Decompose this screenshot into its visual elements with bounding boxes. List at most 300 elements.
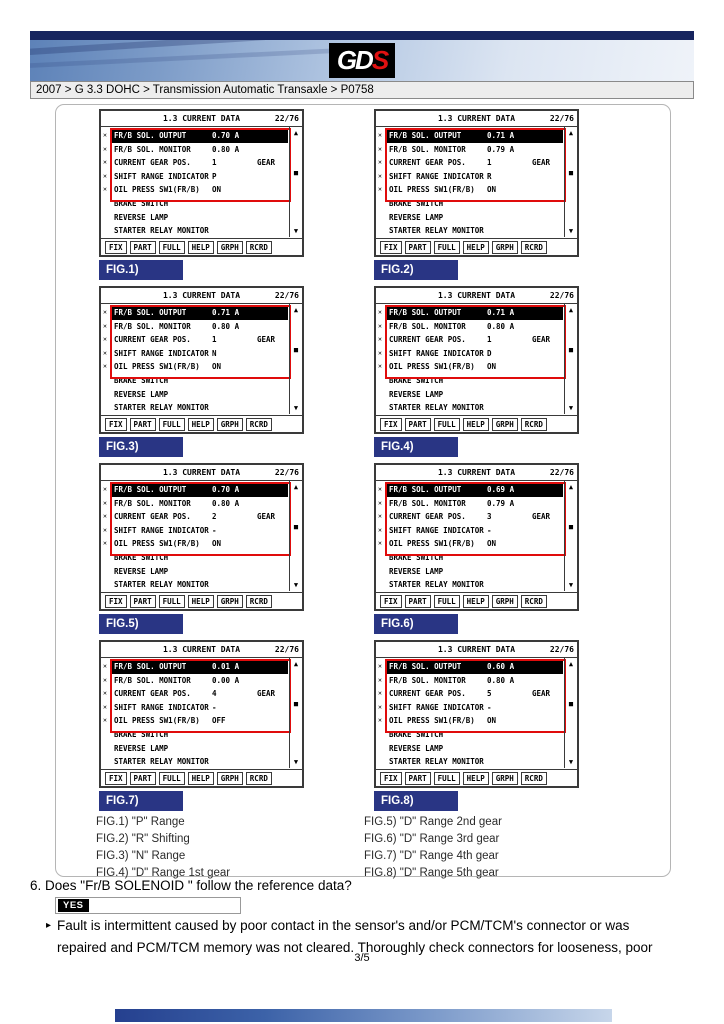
param-value: 1 <box>487 158 492 168</box>
rcrd-button[interactable]: RCRD <box>521 418 547 431</box>
param-list <box>376 127 577 237</box>
cross-marker-icon: ✕ <box>378 702 382 711</box>
data-screen-figure <box>374 640 579 813</box>
help-button[interactable]: HELP <box>463 418 489 431</box>
item-counter: 22/76 <box>549 468 574 477</box>
param-unit: GEAR <box>532 158 551 168</box>
grph-button[interactable]: GRPH <box>492 595 518 608</box>
scroll-down-icon[interactable]: ▼ <box>293 404 299 412</box>
param-label: SHIFT RANGE INDICATOR <box>389 348 484 358</box>
param-row <box>103 483 288 497</box>
cross-marker-icon: ✕ <box>378 539 382 548</box>
param-row <box>378 510 563 524</box>
figure-label: FIG.3) <box>99 437 183 457</box>
scroll-down-icon[interactable]: ▼ <box>568 581 574 589</box>
part-button[interactable]: PART <box>130 772 156 785</box>
yes-button[interactable]: YES <box>58 899 89 912</box>
param-row <box>387 374 563 388</box>
figure-caption: FIG.7) "D" Range 4th gear <box>364 850 499 862</box>
param-row <box>103 129 288 143</box>
scroll-up-icon[interactable]: ▲ <box>568 483 574 491</box>
current-data-screen <box>99 286 304 434</box>
param-row <box>387 755 563 768</box>
param-value: ON <box>212 185 222 195</box>
figure-label: FIG.2) <box>374 260 458 280</box>
param-label: CURRENT GEAR POS. <box>114 512 191 522</box>
param-unit: GEAR <box>257 158 276 168</box>
screen-title: 1.3 CURRENT DATA <box>437 645 516 654</box>
part-button[interactable]: PART <box>405 418 431 431</box>
grph-button[interactable]: GRPH <box>217 772 243 785</box>
grph-button[interactable]: GRPH <box>217 595 243 608</box>
param-label: STARTER RELAY MONITOR <box>389 403 484 413</box>
item-counter: 22/76 <box>274 468 299 477</box>
cross-marker-icon: ✕ <box>378 525 382 534</box>
figure-label: FIG.1) <box>99 260 183 280</box>
screen-titlebar <box>101 465 302 481</box>
cross-marker-icon: ✕ <box>103 308 107 316</box>
param-label: REVERSE LAMP <box>114 566 169 576</box>
param-label: FR/B SOL. OUTPUT <box>114 662 187 671</box>
help-button[interactable]: HELP <box>463 595 489 608</box>
figure-caption: FIG.6) "D" Range 3rd gear <box>364 833 500 845</box>
param-row <box>112 197 288 211</box>
param-value: 0.70 A <box>212 485 240 494</box>
cross-marker-icon: ✕ <box>103 498 107 507</box>
cross-marker-icon: ✕ <box>378 144 382 153</box>
param-row <box>103 714 288 728</box>
param-label: FR/B SOL. MONITOR <box>389 144 466 154</box>
param-list <box>101 481 302 591</box>
param-value: P <box>212 171 217 181</box>
cross-marker-icon: ✕ <box>103 689 107 698</box>
help-button[interactable]: HELP <box>188 595 214 608</box>
param-value: 0.70 A <box>212 131 240 140</box>
screen-titlebar <box>376 642 577 658</box>
cross-marker-icon: ✕ <box>378 498 382 507</box>
full-button[interactable]: FULL <box>159 772 185 785</box>
current-data-screen <box>99 109 304 257</box>
param-label: REVERSE LAMP <box>389 389 444 399</box>
current-data-screen <box>374 463 579 611</box>
screen-titlebar <box>376 465 577 481</box>
cross-marker-icon: ✕ <box>103 675 107 684</box>
full-button[interactable]: FULL <box>159 241 185 254</box>
item-counter: 22/76 <box>274 645 299 654</box>
full-button[interactable]: FULL <box>434 772 460 785</box>
param-label: STARTER RELAY MONITOR <box>389 757 484 767</box>
param-row <box>103 156 288 170</box>
data-screen-figure <box>374 286 579 459</box>
param-row <box>378 129 563 143</box>
part-button[interactable]: PART <box>405 772 431 785</box>
figure-label: FIG.8) <box>374 791 458 811</box>
scroll-down-icon[interactable]: ▼ <box>293 581 299 589</box>
cross-marker-icon: ✕ <box>103 539 107 548</box>
screen-buttons <box>376 592 577 609</box>
scroll-down-icon[interactable]: ▼ <box>293 758 299 766</box>
rcrd-button[interactable]: RCRD <box>246 418 272 431</box>
param-row <box>387 211 563 225</box>
param-row <box>378 360 563 374</box>
screen-titlebar <box>101 288 302 304</box>
figure-label: FIG.4) <box>374 437 458 457</box>
scrollbar[interactable] <box>289 481 302 591</box>
param-list <box>376 304 577 414</box>
cross-marker-icon: ✕ <box>103 512 107 521</box>
help-button[interactable]: HELP <box>188 418 214 431</box>
param-value: 1 <box>487 335 492 345</box>
param-row <box>103 306 288 320</box>
scrollbar[interactable] <box>289 658 302 768</box>
scroll-up-icon[interactable]: ▲ <box>293 660 299 668</box>
figure-caption: FIG.5) "D" Range 2nd gear <box>364 816 502 828</box>
header-stripe <box>30 31 694 40</box>
param-label: OIL PRESS SW1(FR/B) <box>389 716 475 726</box>
param-label: SHIFT RANGE INDICATOR <box>389 171 484 181</box>
param-list <box>376 481 577 591</box>
cross-marker-icon: ✕ <box>103 158 107 167</box>
scroll-thumb[interactable]: ■ <box>568 169 574 177</box>
param-label: BRAKE SWITCH <box>114 198 169 208</box>
question-text: 6. Does "Fr/B SOLENOID " follow the reference data? <box>30 878 352 893</box>
param-label: OIL PRESS SW1(FR/B) <box>389 362 475 372</box>
caption-column-left <box>96 814 230 882</box>
param-label: OIL PRESS SW1(FR/B) <box>114 362 200 372</box>
param-value: 0.01 A <box>212 662 240 671</box>
cross-marker-icon: ✕ <box>378 185 382 194</box>
cross-marker-icon: ✕ <box>103 321 107 330</box>
param-label: CURRENT GEAR POS. <box>114 158 191 168</box>
item-counter: 22/76 <box>549 291 574 300</box>
footer-bar <box>115 1009 612 1022</box>
figure-caption: FIG.1) "P" Range <box>96 816 185 828</box>
param-value: - <box>212 702 217 712</box>
scroll-down-icon[interactable]: ▼ <box>568 227 574 235</box>
help-button[interactable]: HELP <box>463 772 489 785</box>
cross-marker-icon: ✕ <box>378 171 382 180</box>
full-button[interactable]: FULL <box>434 418 460 431</box>
param-row <box>103 524 288 538</box>
param-row <box>387 401 563 414</box>
cross-marker-icon: ✕ <box>103 485 107 493</box>
param-row <box>112 401 288 414</box>
param-row <box>378 183 563 197</box>
fix-button[interactable]: FIX <box>380 241 402 254</box>
cross-marker-icon: ✕ <box>103 131 107 139</box>
param-value: 0.69 A <box>487 485 515 494</box>
param-value: 0.80 A <box>212 144 240 154</box>
cross-marker-icon: ✕ <box>103 716 107 725</box>
param-value: 0.71 A <box>212 308 240 317</box>
current-data-screen <box>374 286 579 434</box>
scroll-thumb[interactable]: ■ <box>293 523 299 531</box>
param-label: FR/B SOL. MONITOR <box>114 321 191 331</box>
scroll-down-icon[interactable]: ▼ <box>568 404 574 412</box>
scroll-up-icon[interactable]: ▲ <box>293 306 299 314</box>
part-button[interactable]: PART <box>130 241 156 254</box>
grph-button[interactable]: GRPH <box>492 772 518 785</box>
grph-button[interactable]: GRPH <box>492 418 518 431</box>
cross-marker-icon: ✕ <box>378 662 382 670</box>
param-label: STARTER RELAY MONITOR <box>389 580 484 590</box>
data-screen-figure <box>99 640 304 813</box>
data-screen-figure <box>374 109 579 282</box>
param-list <box>376 658 577 768</box>
param-row <box>378 483 563 497</box>
cross-marker-icon: ✕ <box>103 525 107 534</box>
param-row <box>378 660 563 674</box>
scrollbar[interactable] <box>289 127 302 237</box>
cross-marker-icon: ✕ <box>378 362 382 371</box>
param-label: BRAKE SWITCH <box>114 552 169 562</box>
fix-button[interactable]: FIX <box>105 595 127 608</box>
screen-title: 1.3 CURRENT DATA <box>162 645 241 654</box>
param-value: ON <box>212 539 222 549</box>
param-label: SHIFT RANGE INDICATOR <box>389 525 484 535</box>
screen-buttons <box>376 238 577 255</box>
data-screen-figure <box>99 109 304 282</box>
scrollbar[interactable] <box>564 127 577 237</box>
param-row <box>103 537 288 551</box>
help-button[interactable]: HELP <box>463 241 489 254</box>
param-value: - <box>487 525 492 535</box>
param-value: ON <box>212 362 222 372</box>
fix-button[interactable]: FIX <box>105 772 127 785</box>
param-label: CURRENT GEAR POS. <box>114 335 191 345</box>
cross-marker-icon: ✕ <box>378 485 382 493</box>
page-number: 3/5 <box>354 952 370 964</box>
param-label: STARTER RELAY MONITOR <box>114 757 209 767</box>
screen-buttons <box>101 238 302 255</box>
rcrd-button[interactable]: RCRD <box>246 241 272 254</box>
full-button[interactable]: FULL <box>434 595 460 608</box>
scroll-thumb[interactable]: ■ <box>293 346 299 354</box>
fix-button[interactable]: FIX <box>380 595 402 608</box>
scroll-thumb[interactable]: ■ <box>568 700 574 708</box>
param-value: ON <box>487 362 497 372</box>
screen-buttons <box>101 592 302 609</box>
scroll-down-icon[interactable]: ▼ <box>293 227 299 235</box>
param-value: 0.71 A <box>487 308 515 317</box>
param-value: - <box>212 525 217 535</box>
param-value: 0.80 A <box>212 321 240 331</box>
screen-buttons <box>101 769 302 786</box>
scrollbar[interactable] <box>564 304 577 414</box>
param-row <box>378 524 563 538</box>
cross-marker-icon: ✕ <box>103 144 107 153</box>
full-button[interactable]: FULL <box>159 418 185 431</box>
scrollbar[interactable] <box>564 658 577 768</box>
param-unit: GEAR <box>532 335 551 345</box>
param-value: 4 <box>212 689 217 699</box>
screen-title: 1.3 CURRENT DATA <box>162 114 241 123</box>
fix-button[interactable]: FIX <box>380 772 402 785</box>
scroll-down-icon[interactable]: ▼ <box>568 758 574 766</box>
param-label: FR/B SOL. OUTPUT <box>114 485 187 494</box>
header-banner <box>30 40 694 81</box>
cross-marker-icon: ✕ <box>378 321 382 330</box>
param-row <box>387 388 563 402</box>
param-value: N <box>212 348 217 358</box>
figure-caption: FIG.8) "D" Range 5th gear <box>364 867 499 879</box>
param-label: STARTER RELAY MONITOR <box>114 403 209 413</box>
scrollbar[interactable] <box>289 304 302 414</box>
scroll-up-icon[interactable]: ▲ <box>568 660 574 668</box>
param-row <box>378 170 563 184</box>
scroll-up-icon[interactable]: ▲ <box>568 306 574 314</box>
cross-marker-icon: ✕ <box>378 348 382 357</box>
param-row <box>103 701 288 715</box>
rcrd-button[interactable]: RCRD <box>521 595 547 608</box>
rcrd-button[interactable]: RCRD <box>246 595 272 608</box>
rcrd-button[interactable]: RCRD <box>521 772 547 785</box>
full-button[interactable]: FULL <box>434 241 460 254</box>
param-row <box>103 170 288 184</box>
param-row <box>112 565 288 579</box>
figure-label: FIG.6) <box>374 614 458 634</box>
param-row <box>112 742 288 756</box>
triangle-bullet-icon: ▸ <box>46 920 52 931</box>
param-label: FR/B SOL. OUTPUT <box>389 131 462 140</box>
param-value: D <box>487 348 492 358</box>
param-row <box>387 551 563 565</box>
param-label: OIL PRESS SW1(FR/B) <box>389 185 475 195</box>
param-row <box>378 701 563 715</box>
data-screen-figure <box>99 463 304 636</box>
param-label: FR/B SOL. OUTPUT <box>114 131 187 140</box>
param-row <box>378 687 563 701</box>
data-screen-figure <box>374 463 579 636</box>
item-counter: 22/76 <box>549 645 574 654</box>
param-row <box>378 306 563 320</box>
param-row <box>112 578 288 591</box>
param-label: CURRENT GEAR POS. <box>389 512 466 522</box>
screen-titlebar <box>101 642 302 658</box>
param-value: 2 <box>212 512 217 522</box>
param-label: FR/B SOL. MONITOR <box>114 498 191 508</box>
param-row <box>103 497 288 511</box>
screen-title: 1.3 CURRENT DATA <box>437 114 516 123</box>
fix-button[interactable]: FIX <box>105 418 127 431</box>
param-row <box>103 333 288 347</box>
param-label: BRAKE SWITCH <box>389 729 444 739</box>
param-value: 0.79 A <box>487 498 515 508</box>
param-label: SHIFT RANGE INDICATOR <box>114 171 209 181</box>
cross-marker-icon: ✕ <box>378 131 382 139</box>
param-list <box>101 127 302 237</box>
param-row <box>112 374 288 388</box>
item-counter: 22/76 <box>274 291 299 300</box>
screen-titlebar <box>376 111 577 127</box>
grph-button[interactable]: GRPH <box>217 418 243 431</box>
param-unit: GEAR <box>532 689 551 699</box>
screen-title: 1.3 CURRENT DATA <box>437 468 516 477</box>
param-row <box>378 320 563 334</box>
param-row <box>378 333 563 347</box>
rcrd-button[interactable]: RCRD <box>246 772 272 785</box>
part-button[interactable]: PART <box>130 418 156 431</box>
part-button[interactable]: PART <box>405 595 431 608</box>
answer-box <box>55 897 241 914</box>
scrollbar[interactable] <box>564 481 577 591</box>
screen-titlebar <box>101 111 302 127</box>
param-label: CURRENT GEAR POS. <box>389 335 466 345</box>
param-row <box>387 197 563 211</box>
cross-marker-icon: ✕ <box>103 348 107 357</box>
fix-button[interactable]: FIX <box>105 241 127 254</box>
scroll-thumb[interactable]: ■ <box>568 346 574 354</box>
cross-marker-icon: ✕ <box>378 512 382 521</box>
param-value: ON <box>487 185 497 195</box>
param-label: OIL PRESS SW1(FR/B) <box>114 539 200 549</box>
current-data-screen <box>374 640 579 788</box>
figure-label: FIG.5) <box>99 614 183 634</box>
param-list <box>101 658 302 768</box>
part-button[interactable]: PART <box>405 241 431 254</box>
grph-button[interactable]: GRPH <box>217 241 243 254</box>
scroll-thumb[interactable]: ■ <box>568 523 574 531</box>
cross-marker-icon: ✕ <box>103 662 107 670</box>
param-unit: GEAR <box>532 512 551 522</box>
full-button[interactable]: FULL <box>159 595 185 608</box>
scroll-thumb[interactable]: ■ <box>293 700 299 708</box>
item-counter: 22/76 <box>549 114 574 123</box>
cross-marker-icon: ✕ <box>103 702 107 711</box>
param-row <box>387 728 563 742</box>
param-value: 3 <box>487 512 492 522</box>
param-label: FR/B SOL. OUTPUT <box>114 308 187 317</box>
param-row <box>378 537 563 551</box>
help-button[interactable]: HELP <box>188 241 214 254</box>
scroll-up-icon[interactable]: ▲ <box>568 129 574 137</box>
param-value: 1 <box>212 158 217 168</box>
param-value: 0.00 A <box>212 675 240 685</box>
param-label: BRAKE SWITCH <box>114 375 169 385</box>
param-label: SHIFT RANGE INDICATOR <box>114 702 209 712</box>
param-row <box>387 565 563 579</box>
param-row <box>378 497 563 511</box>
param-value: 0.80 A <box>487 321 515 331</box>
scroll-thumb[interactable]: ■ <box>293 169 299 177</box>
gds-logo <box>329 43 395 78</box>
param-list <box>101 304 302 414</box>
scroll-up-icon[interactable]: ▲ <box>293 129 299 137</box>
param-row <box>103 674 288 688</box>
param-value: - <box>487 702 492 712</box>
help-button[interactable]: HELP <box>188 772 214 785</box>
current-data-screen <box>99 640 304 788</box>
param-label: REVERSE LAMP <box>114 389 169 399</box>
grph-button[interactable]: GRPH <box>492 241 518 254</box>
param-label: REVERSE LAMP <box>114 212 169 222</box>
param-label: STARTER RELAY MONITOR <box>114 226 209 236</box>
param-row <box>387 224 563 237</box>
scroll-up-icon[interactable]: ▲ <box>293 483 299 491</box>
cross-marker-icon: ✕ <box>103 335 107 344</box>
param-row <box>112 388 288 402</box>
fix-button[interactable]: FIX <box>380 418 402 431</box>
cross-marker-icon: ✕ <box>378 308 382 316</box>
param-value: 0.79 A <box>487 144 515 154</box>
param-label: REVERSE LAMP <box>389 743 444 753</box>
param-label: OIL PRESS SW1(FR/B) <box>114 716 200 726</box>
rcrd-button[interactable]: RCRD <box>521 241 547 254</box>
param-label: CURRENT GEAR POS. <box>389 689 466 699</box>
figure-caption: FIG.2) "R" Shifting <box>96 833 190 845</box>
part-button[interactable]: PART <box>130 595 156 608</box>
param-label: CURRENT GEAR POS. <box>114 689 191 699</box>
